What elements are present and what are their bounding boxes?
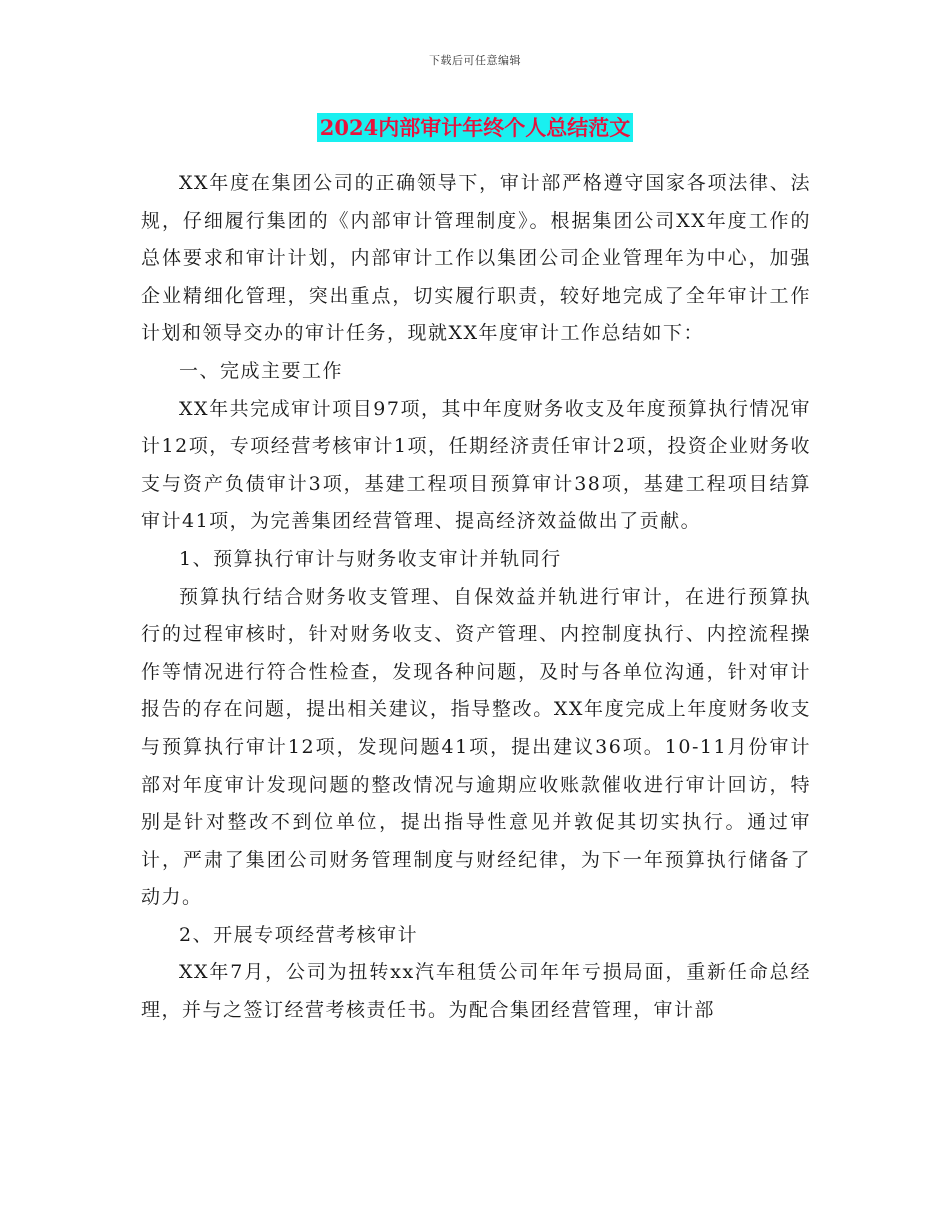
document-title: 2024内部审计年终个人总结范文 [317, 113, 633, 142]
paragraph-audit-summary: XX年共完成审计项目97项，其中年度财务收支及年度预算执行情况审计12项，专项经营考核审计1项，任期经济责任审计2项，投资企业财务收支与资产负债审计3项，基建工程项目预算审计38项，基建工程项目结算审计41项，为完善集团经营管理、提高经济效益做出了贡献。 [141, 397, 811, 533]
paragraph-budget-audit: 预算执行结合财务收支管理、自保效益并轨进行审计，在进行预算执行的过程审核时，针对财务收支、资产管理、内控制度执行、内控流程操作等情况进行符合性检查，发现各种问题，及时与各单位沟通，针对审计报告的存在问题，提出相关建议，指导整改。XX年度完成上年度财务收支与预算执行审计12项，发现问题41项，提出建议36项。10-11月份审计部对年度审计发现问题的整改情况与逾期应收账款催收进行审计回访，特别是针对整改不到位单位，提出指导性意见并敦促其切实执行。通过审计，严肃了集团公司财务管理制度与财经纪律，为下一年预算执行储备了动力。 [141, 585, 811, 909]
subheading-special-audit: 2、开展专项经营考核审计 [179, 923, 419, 946]
section-heading-main-work: 一、完成主要工作 [179, 359, 344, 382]
document-body [141, 165, 811, 1030]
paragraph-intro: XX年度在集团公司的正确领导下，审计部严格遵守国家各项法律、法规，仔细履行集团的《内部审计管理制度》。根据集团公司XX年度工作的总体要求和审计计划，内部审计工作以集团公司企业管理年为中心，加强企业精细化管理，突出重点，切实履行职责，较好地完成了全年审计工作计划和领导交办的审计任务，现就XX年度审计工作总结如下： [141, 172, 811, 345]
paragraph-special-audit: XX年7月，公司为扭转xx汽车租赁公司年年亏损局面，重新任命总经理，并与之签订经营考核责任书。为配合集团经营管理，审计部 [141, 961, 811, 1022]
title-container [0, 113, 950, 142]
subheading-budget-audit: 1、预算执行审计与财务收支审计并轨同行 [179, 547, 562, 570]
page-header-note: 下载后可任意编辑 [429, 54, 521, 67]
